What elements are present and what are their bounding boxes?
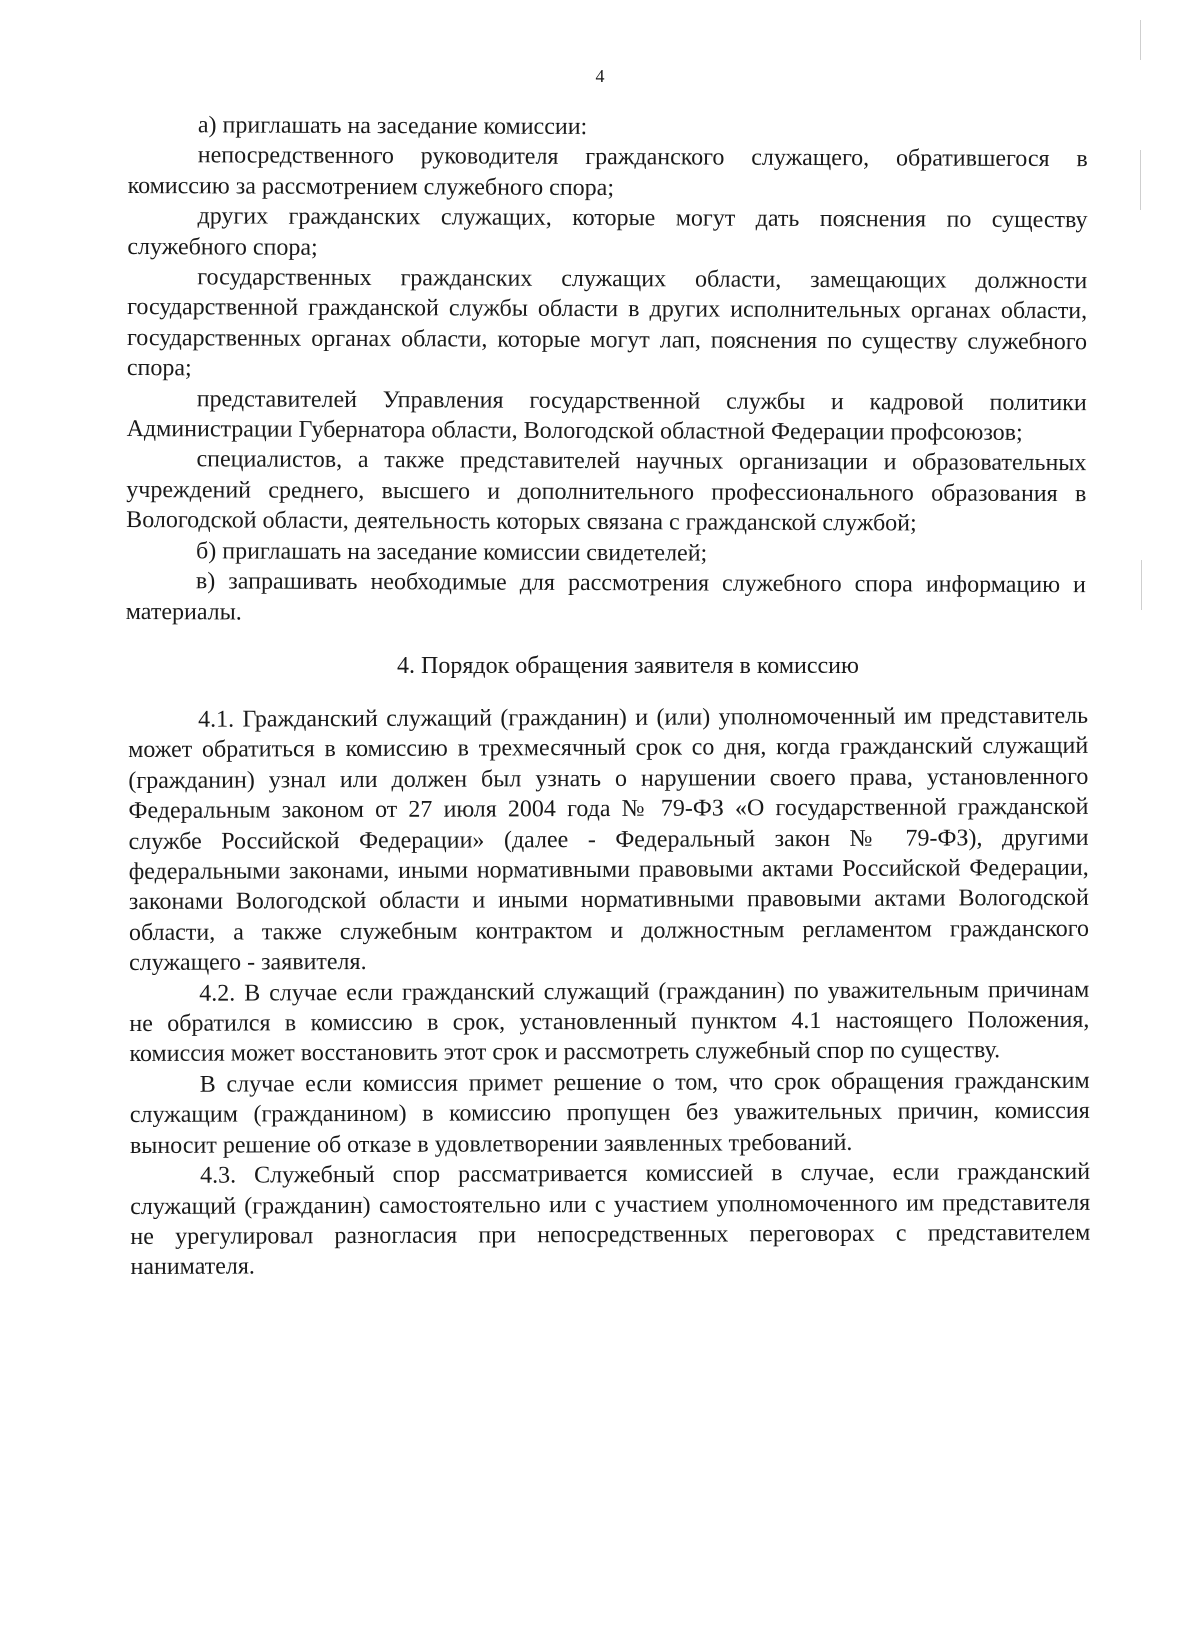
rights-item-b: б) приглашать на заседание комиссии свидетелей;: [196, 537, 708, 567]
rights-subitem-manager: непосредственного руководителя гражданского служащего, обратившегося в комиссию за рассмотрением служебного спора;: [127, 142, 1088, 201]
page-number: 4: [595, 66, 605, 86]
rights-subitem-civil-servants: других гражданских служащих, которые могут дать пояснения по существу служебного спора;: [127, 203, 1088, 261]
commission-rights-list: [126, 110, 1088, 631]
paragraph-4-1: 4.1. Гражданский служащий (гражданин) и (или) уполномоченный им представитель может обратиться в комиссию в трехмесячный срок со дня, когда гражданский служащий (гражданин) узнал или должен был узнать о нарушении своего права, установленного Федеральным законом от 27 июля 2004 года № 79-ФЗ «О государственной гражданской службе Российской Федерации» (далее - Федеральный закон № 79-ФЗ), другими федеральными законами, иными нормативными правовыми актами Российской Федерации, законами Вологодской области и иными нормативными правовыми актами Вологодской области, а также служебным контрактом и должностным регламентом гражданского служащего - заявителя.: [128, 702, 1090, 977]
rights-item-c: в) запрашивать необходимые для рассмотрения служебного спора информацию и материалы.: [125, 568, 1086, 626]
rights-subitem-representatives: представителей Управления государственной службы и кадровой политики Администрации Губернатора области, Вологодской областной Федерации профсоюзов;: [126, 385, 1087, 446]
paragraph-4-3: 4.3. Служебный спор рассматривается комиссией в случае, если гражданский служащий (гражданин) самостоятельно или с участием уполномоченного им представителя не урегулировал разногласия при непосредственных переговорах с представителем нанимателя.: [130, 1158, 1091, 1281]
paragraph-4-2-continued: В случае если комиссия примет решение о том, что срок обращения гражданским служащим (гражданином) в комиссию пропущен без уважительных причин, комиссия выносит решение об отказе в удовлетворении заявленных требований.: [129, 1067, 1090, 1159]
scan-edge-mark: [1140, 20, 1141, 60]
paragraph-4-2: 4.2. В случае если гражданский служащий (гражданин) по уважительным причинам не обратился в комиссию в срок, установленный пунктом 4.1 настоящего Положения, комиссия может восстановить этот срок и рассмотреть служебный спор по существу.: [129, 976, 1090, 1068]
rights-subitem-state-servants: государственных гражданских служащих области, замещающих должности государственной гражданской службы области в других исполнительных органах области, государственных органах области, которые могут лап, пояснения по существу служебного спора;: [126, 264, 1088, 382]
rights-subitem-specialists: специалистов, а также представителей научных организации и образовательных учреждений среднего, высшего и дополнительного профессионального образования в Вологодской области, деятельность которых связана с гражданской службой;: [126, 446, 1087, 537]
scan-edge-mark: [1140, 150, 1141, 210]
rights-item-a: а) приглашать на заседание комиссии:: [197, 112, 588, 141]
section-4-body: [128, 701, 1091, 1283]
section-heading: 4. Порядок обращения заявителя в комиссию: [397, 652, 859, 679]
document-body: [125, 110, 1091, 1283]
scan-edge-mark: [1141, 560, 1142, 610]
